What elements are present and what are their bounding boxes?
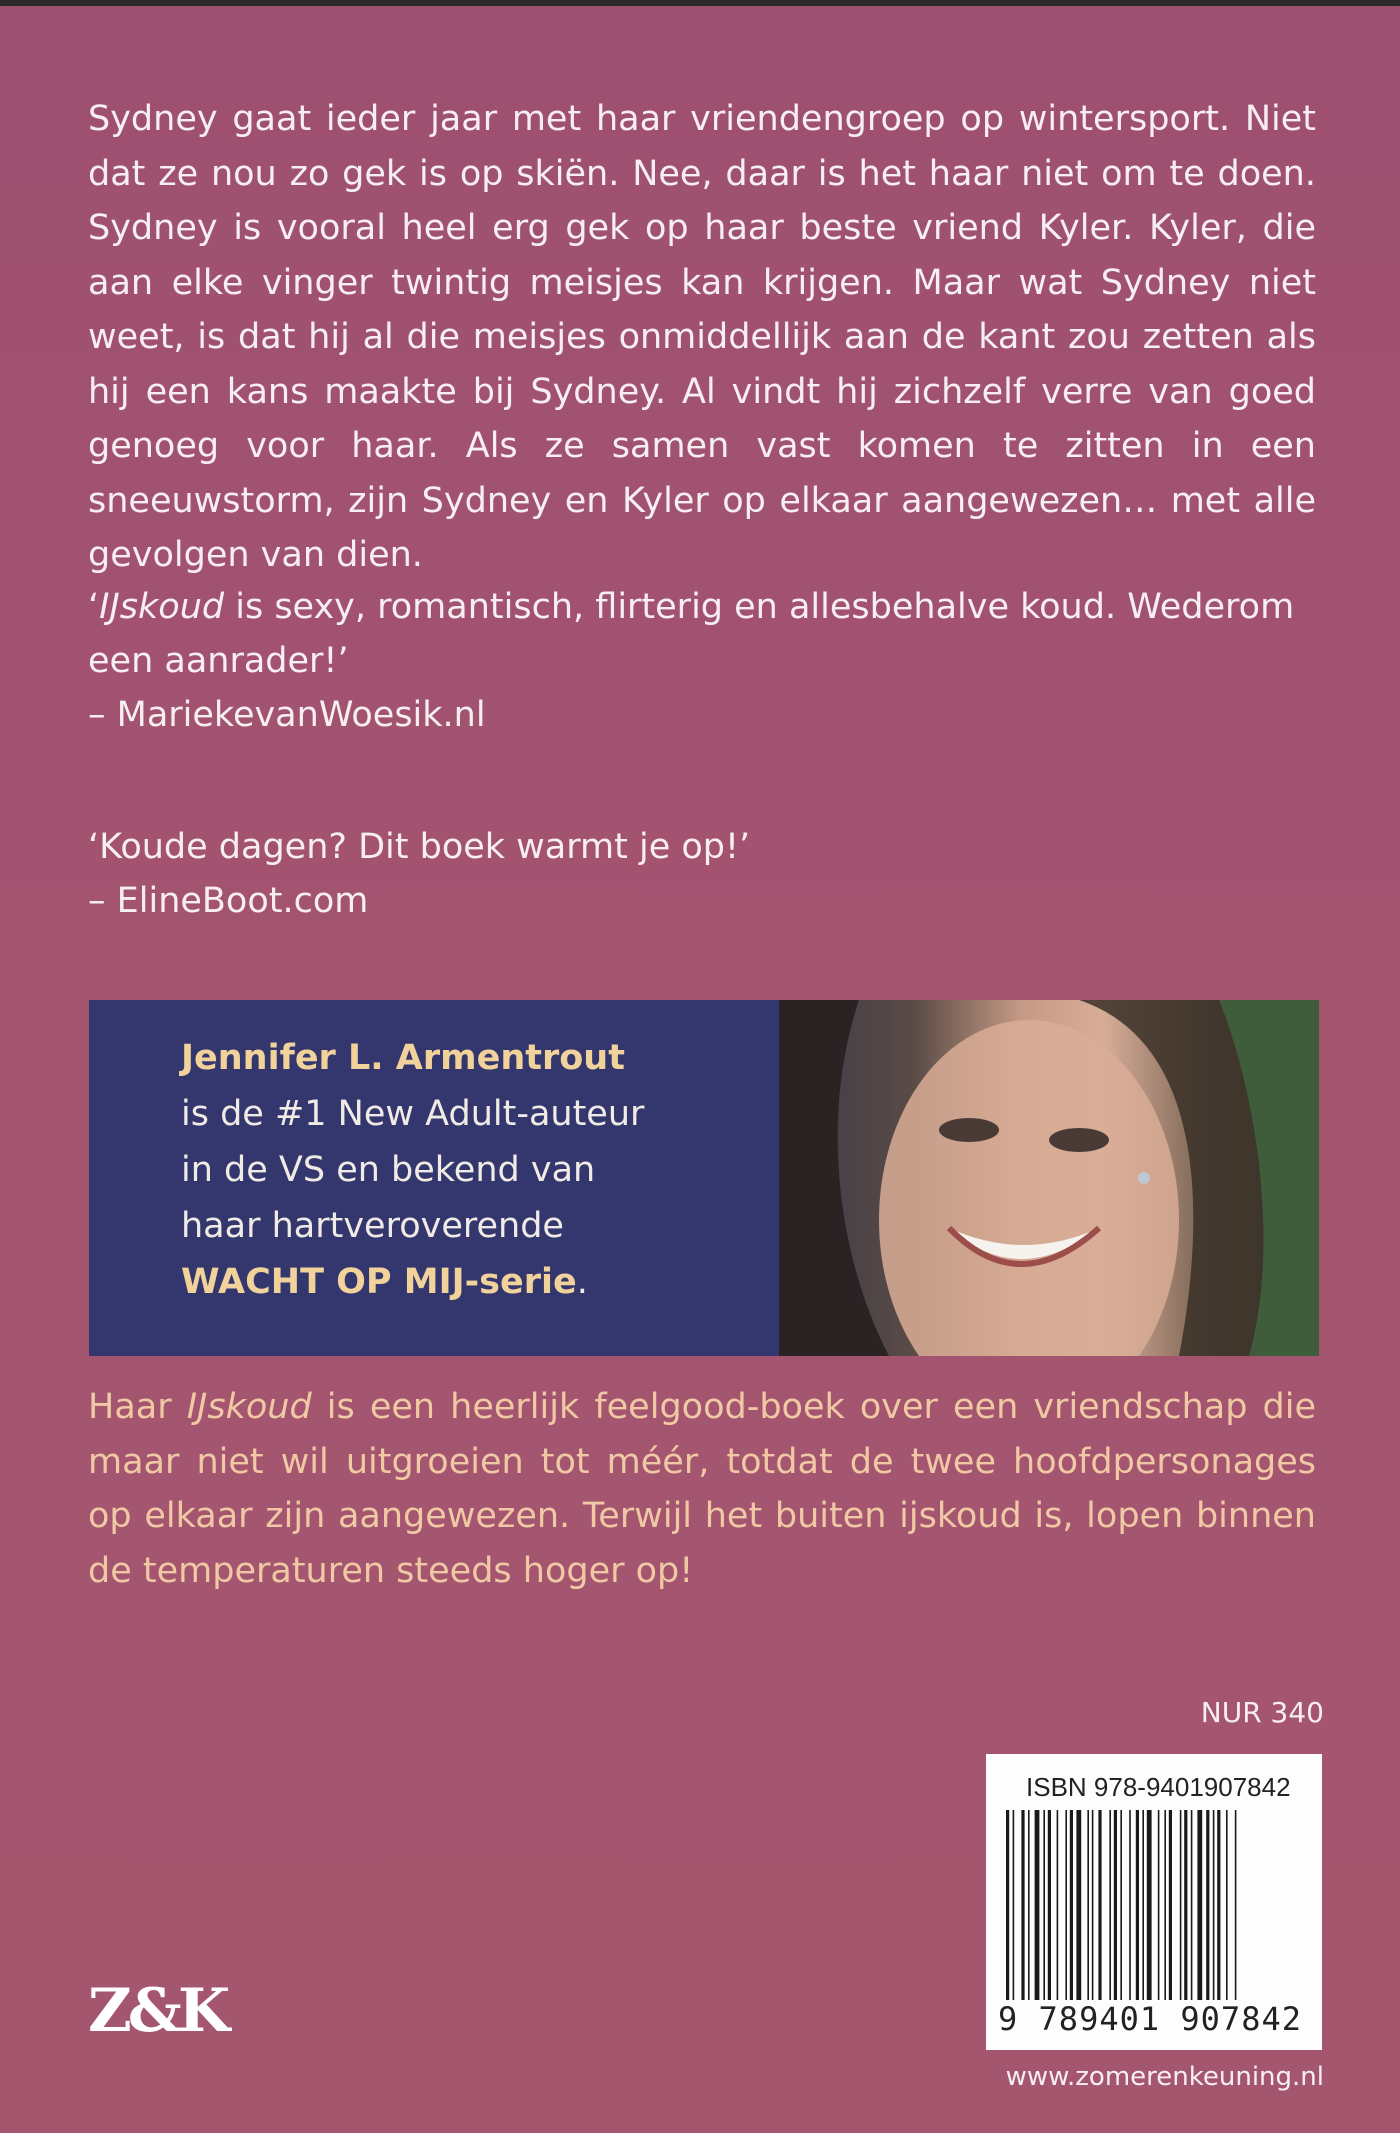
barcode-bars [1006, 1810, 1302, 2000]
closing-book-title: IJskoud [186, 1387, 312, 1427]
barcode-bar [1147, 1810, 1152, 2000]
quote-text: ‘Koude dagen? Dit boek warmt je op!’ [88, 827, 751, 867]
author-photo-graphic [779, 1000, 1319, 1356]
review-quote-2 [88, 820, 1316, 928]
barcode-bar [1057, 1810, 1059, 2000]
barcode-bar [1120, 1810, 1122, 2000]
publisher-url: www.zomerenkeuning.nl [1005, 2062, 1324, 2092]
barcode-bar [1013, 1810, 1015, 2000]
author-bio-box [89, 1000, 1319, 1356]
barcode-bar [1226, 1810, 1228, 2000]
author-bio-series-line [181, 1254, 741, 1310]
review-quote-1 [88, 580, 1316, 742]
barcode-bar [1021, 1810, 1024, 2000]
barcode-bar [1006, 1810, 1009, 2000]
publisher-logo: Z&K [88, 1976, 227, 2046]
barcode-bar [1191, 1810, 1193, 2000]
barcode-bar [1098, 1810, 1101, 2000]
barcode-bar [1136, 1810, 1139, 2000]
series-period: . [576, 1262, 588, 1302]
nur-code: NUR 340 [1200, 1696, 1324, 1729]
series-name: WACHT OP MIJ-serie [181, 1262, 577, 1302]
barcode-bar [1169, 1810, 1172, 2000]
barcode-bar [1129, 1810, 1131, 2000]
author-name: Jennifer L. Armentrout [181, 1038, 625, 1078]
isbn-label: ISBN 978-9401907842 [1026, 1772, 1291, 1802]
quote-open: ‘ [88, 587, 100, 627]
barcode-bar [1164, 1810, 1166, 2000]
author-bio-line: in de VS en bekend van [181, 1150, 596, 1190]
barcode-bar [1180, 1810, 1182, 2000]
closing-paragraph [88, 1380, 1316, 1598]
barcode-digits: 9 789401 907842 [998, 2000, 1302, 2038]
isbn-barcode [986, 1754, 1322, 2050]
blurb-paragraph: Sydney gaat ieder jaar met haar vriendengroep op wintersport. Niet dat ze nou zo gek is op skiën. Nee, daar is het haar niet om te doen. Sydney is vooral heel erg gek op haar beste vriend Kyler. Kyler, die aan elke vinger twintig meisjes kan krijgen. Maar wat Sydney niet weet, is dat hij al die meisjes onmiddellijk aan de kant zou zetten als hij een kans maakte bij Sydney. Al vindt hij zichzelf verre van goed genoeg voor haar. Als ze samen vast komen te zitten in een sneeuwstorm, zijn Sydney en Kyler op elkaar aangewezen… met alle gevolgen van dien. [88, 99, 1316, 575]
quote-source: – ElineBoot.com [88, 881, 369, 921]
closing-lead: Haar [88, 1387, 187, 1427]
barcode-bar [1217, 1810, 1220, 2000]
barcode-bar [1035, 1810, 1040, 2000]
barcode-bar [1043, 1810, 1045, 2000]
barcode-bar [1076, 1810, 1081, 2000]
barcode-bar [1114, 1810, 1117, 2000]
barcode-bar [1065, 1810, 1067, 2000]
barcode-bar [1087, 1810, 1089, 2000]
barcode-bar [1184, 1810, 1187, 2000]
author-bio [181, 1030, 741, 1310]
quote-source: – MariekevanWoesik.nl [88, 695, 486, 735]
barcode-bar [1158, 1810, 1160, 2000]
closing-text: is een heerlijk feelgood-boek over een vriendschap die maar niet wil uitgroeien tot méér, totdat de twee hoofdpersonages op elkaar zijn aangewezen. Terwijl het buiten ijskoud is, lopen binnen de temperaturen steeds hoger op! [88, 1387, 1316, 1591]
barcode-bar [1092, 1810, 1094, 2000]
barcode-bar [1206, 1810, 1209, 2000]
barcode-bar [1197, 1810, 1202, 2000]
quote-text: is sexy, romantisch, flirterig en allesbehalve koud. Wederom een aanrader!’ [88, 587, 1295, 681]
barcode-bar [1213, 1810, 1215, 2000]
barcode-bar [1142, 1810, 1144, 2000]
barcode-bar [1028, 1810, 1030, 2000]
top-edge [0, 0, 1400, 6]
author-bio-line: haar hartveroverende [181, 1206, 564, 1246]
barcode-bar [1109, 1810, 1111, 2000]
author-bio-line: is de #1 New Adult-auteur [181, 1094, 645, 1134]
barcode-bar [1048, 1810, 1051, 2000]
quote-book-title: IJskoud [99, 587, 225, 627]
barcode-bar [1070, 1810, 1073, 2000]
barcode-bar [1235, 1810, 1237, 2000]
author-photo [779, 1000, 1319, 1356]
